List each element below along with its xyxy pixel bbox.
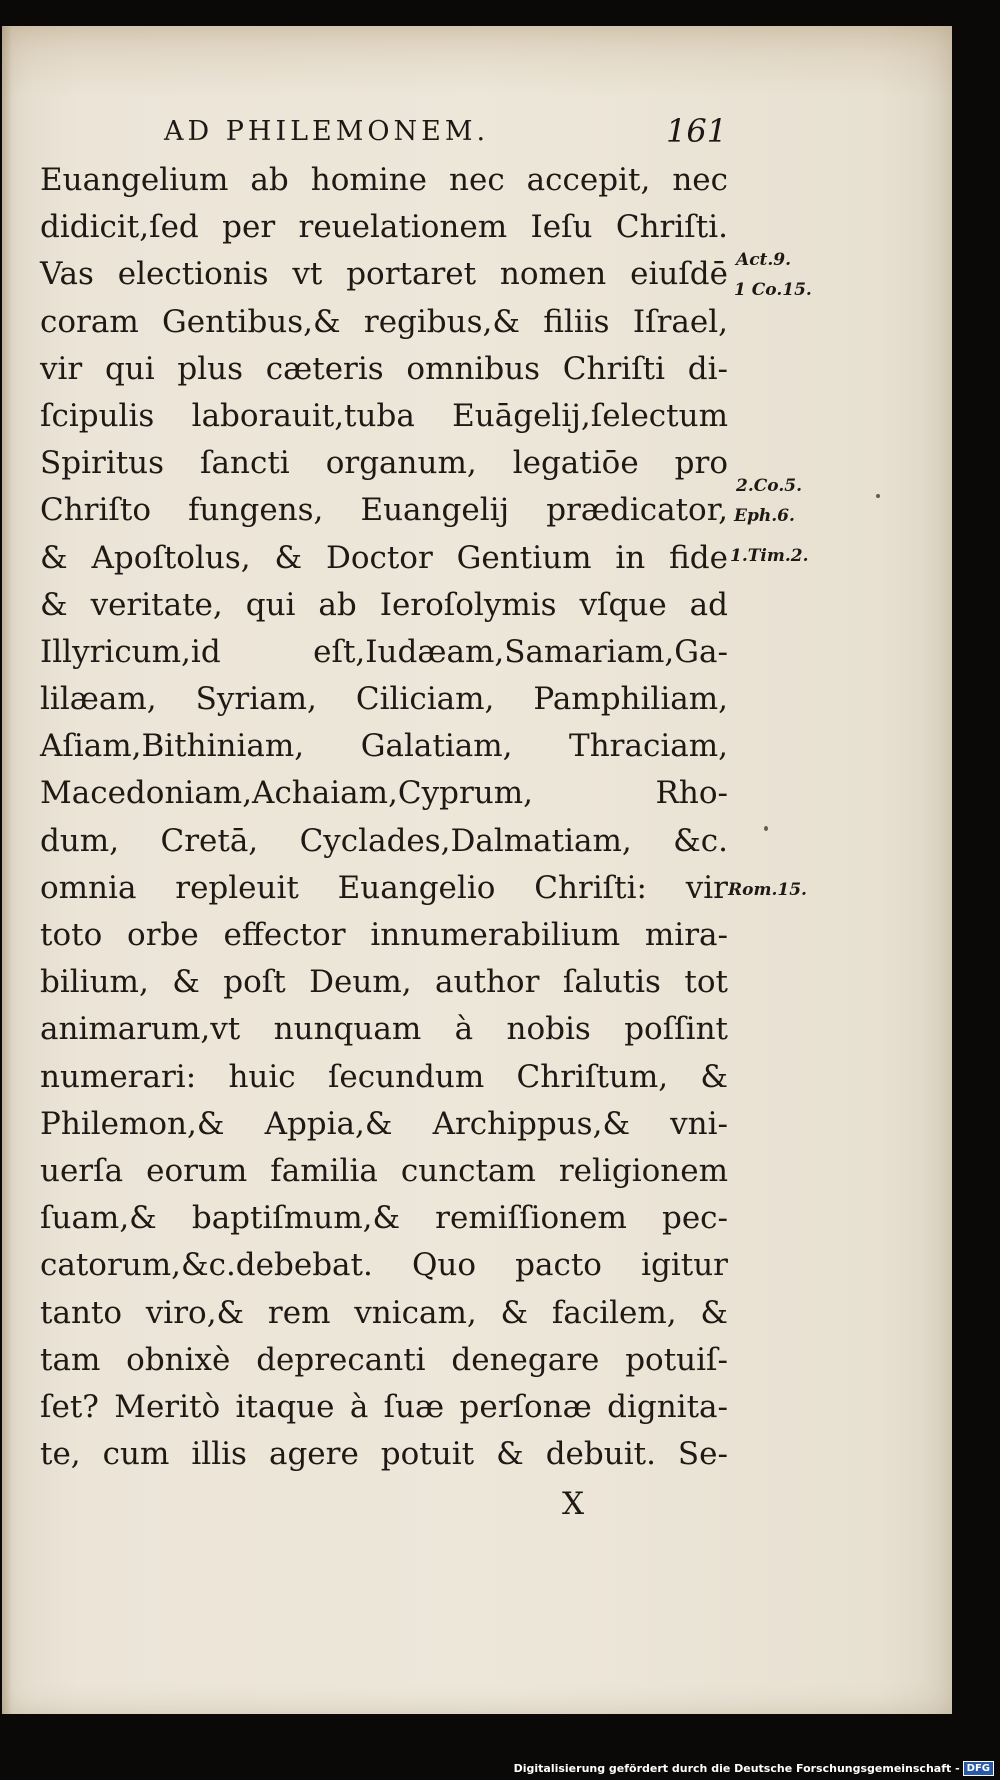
text-line: & Apoſtolus, & Doctor Gentium in fide <box>40 539 728 576</box>
text-line: bilium, & poſt Deum, author ſalutis tot <box>40 964 728 1001</box>
text-line: animarum,vt nunquam à nobis poſſint <box>40 1011 728 1048</box>
paper-speck <box>876 494 880 498</box>
text-line: Spiritus ſancti organum, legatiōe pro <box>40 445 728 482</box>
text-line: Euangelium ab homine nec accepit, nec <box>40 162 728 198</box>
text-line: numerari: huic ſecundum Chriſtum, & <box>40 1058 728 1095</box>
digitization-credit <box>510 1760 994 1777</box>
text-line: dum, Cretā, Cyclades,Dalmatiam, &c. <box>40 822 728 859</box>
margin-note-timothy: 1.Tim.2. <box>730 546 809 566</box>
dfg-logo: DFG <box>963 1761 994 1776</box>
text-line: coram Gentibus,& regibus,& filiis Iſrael, <box>40 303 728 340</box>
text-line: ſet? Meritò itaque à ſuæ perſonæ dignita- <box>40 1388 728 1425</box>
signature-mark: X <box>562 1486 585 1522</box>
paper-stain <box>2 26 952 96</box>
margin-note-ephesians: Eph.6. <box>734 506 795 526</box>
text-line: uerſa eorum familia cunctam religionem <box>40 1152 728 1189</box>
page-number: 161 <box>666 112 728 150</box>
text-line: catorum,&c.debebat. Quo pacto igitur <box>40 1247 728 1284</box>
margin-note-romans: Rom.15. <box>728 880 807 900</box>
text-line: vir qui plus cæteris omnibus Chriſti di- <box>40 350 728 387</box>
text-line: Philemon,& Appia,& Archippus,& vni- <box>40 1105 728 1142</box>
text-line: didicit,ſed per reuelationem Ieſu Chriſti. <box>40 209 728 246</box>
margin-note-corinthians-1: 1 Co.15. <box>734 280 812 300</box>
paper-speck <box>764 826 768 831</box>
margin-note-corinthians-2: 2.Co.5. <box>736 476 802 496</box>
text-line: ſcipulis laborauit,tuba Euāgelij,ſelectum <box>40 397 728 434</box>
text-line: tam obnixè deprecanti denegare potuiſ- <box>40 1341 728 1378</box>
page-gutter-shadow <box>2 26 12 1714</box>
text-line: tanto viro,& rem vnicam, & facilem, & <box>40 1294 728 1331</box>
text-line: Macedoniam,Achaiam,Cyprum, Rho- <box>40 775 728 812</box>
text-line: te, cum illis agere potuit & debuit. Se- <box>40 1436 728 1473</box>
text-line: Chriſto fungens, Euangelij prædicator, <box>40 492 728 529</box>
credit-text: Digitalisierung gefördert durch die Deutsche Forschungsgemeinschaft - <box>513 1762 960 1775</box>
text-line: Aſiam,Bithiniam, Galatiam, Thraciam, <box>40 728 728 765</box>
text-line: omnia repleuit Euangelio Chriſti: vir <box>40 869 728 906</box>
text-line: ſuam,& baptiſmum,& remiſſionem pec- <box>40 1200 728 1237</box>
running-head: AD PHILEMONEM. <box>164 116 490 147</box>
text-line: lilæam, Syriam, Ciliciam, Pamphiliam, <box>40 681 728 718</box>
text-line: & veritate, qui ab Ieroſolymis vſque ad <box>40 586 728 623</box>
text-line: Vas electionis vt portaret nomen eiuſdē <box>40 256 728 293</box>
margin-note-acts: Act.9. <box>736 250 792 270</box>
text-line: toto orbe effector innumerabilium mira- <box>40 917 728 953</box>
text-line: Illyricum,id eſt,Iudæam,Samariam,Ga- <box>40 633 728 670</box>
body-text <box>40 157 728 1478</box>
